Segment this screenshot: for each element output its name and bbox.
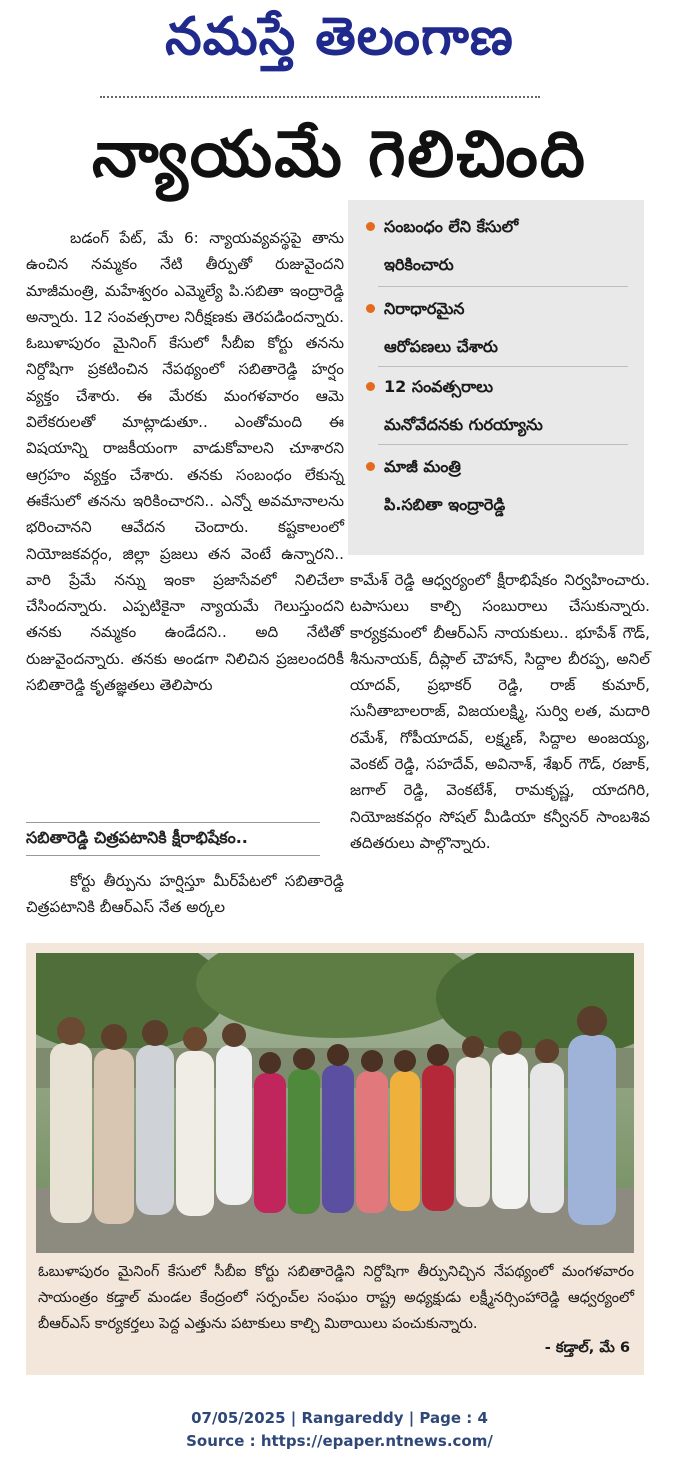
- divider: [378, 366, 628, 367]
- article-body-column-1-continued: కోర్టు తీర్పును హర్షిస్తూ మీర్‌పేటలో సబితారెడ్డి చిత్రపటానికి బీఆర్ఎస్ నేత అర్కల: [26, 872, 344, 917]
- highlight-item: [364, 448, 626, 524]
- highlight-line: 12 సంవత్సరాలు: [384, 377, 494, 396]
- highlights-box: [348, 200, 644, 555]
- photo-caption: ఓబుళాపురం మైనింగ్ కేసులో సీబీఐ కోర్టు సబితారెడ్డిని నిర్దోషిగా తీర్పునిచ్చిన నేపథ్యంలో మంగళవారం సాయంత్రం కడ్తాల్ మండల కేంద్రంలో సర్పంచ్‌ల సంఘం రాష్ట్ర అధ్యక్షుడు లక్ష్మీనర్సింహారెడ్డి ఆధ్వర్యంలో బీఆర్ఎస్ కార్యకర్తలు పెద్ద ఎత్తును పటాకులు కాల్చి మిఠాయిలు పంచుకున్నారు.: [38, 1263, 634, 1332]
- article-body-column-2: కామేశ్ రెడ్డి ఆధ్వర్యంలో క్షీరాభిషేకం నిర్వహించారు. టపాసులు కాల్చి సంబురాలు చేసుకున్నారు. కార్యక్రమంలో బీఆర్ఎస్ నాయకులు.. భూపేశ్ గౌడ్, శీనునాయక్, దీప్లాల్ చౌహాన్, సిద్దాల బీరప్ప, అనిల్ యాదవ్, ప్రభాకర్ రెడ్డి, రాజ్ కుమార్, సునీతాబాలరాజ్, విజయలక్ష్మి, సుర్వి లత, మదారి రమేశ్, గోపీయాదవ్, లక్ష్మణ్, సిద్దాల అంజయ్య, వెంకట్ రెడ్డి, సహదేవ్, అవినాశ్, శేఖర్ గౌడ్, రజాక్, జగాల్ రెడ్డి, వెంకటేశ్, రామకృష్ణ, యాదగిరి, నియోజకవర్గం సోషల్ మీడియా కన్వీనర్ సాంబశివ తదితరులు పాల్గొన్నారు.: [350, 571, 650, 852]
- highlight-line: మనోవేదనకు గురయ్యాను: [384, 415, 543, 434]
- article-subheading: సబితారెడ్డి చిత్రపటానికి క్షీరాభిషేకం..: [26, 822, 320, 856]
- highlight-item: [364, 208, 626, 284]
- bullet-icon: [366, 304, 375, 313]
- divider: [378, 286, 628, 287]
- highlight-item: [364, 368, 626, 444]
- photo-block: [26, 943, 644, 1375]
- bullet-icon: [366, 382, 375, 391]
- footer-date-edition: 07/05/2025 | Rangareddy | Page : 4: [191, 1409, 488, 1427]
- highlight-line: పి.సబితా ఇంద్రారెడ్డి: [384, 495, 506, 514]
- article-headline: న్యాయమే గెలిచింది: [92, 118, 587, 192]
- highlight-line: మాజీ మంత్రి: [384, 457, 461, 476]
- highlight-line: ఆరోపణలు చేశారు: [384, 337, 498, 356]
- highlight-line: ఇరికించారు: [384, 255, 454, 274]
- highlight-line: నిరాధారమైన: [384, 299, 465, 318]
- bullet-icon: [366, 462, 375, 471]
- bullet-icon: [366, 222, 375, 231]
- photo-dateline: - కడ్తాల్, మే 6: [544, 1339, 630, 1356]
- divider: [378, 444, 628, 445]
- newspaper-masthead: నమస్తే తెలంగాణ: [165, 6, 514, 67]
- highlight-item: [364, 290, 626, 366]
- highlight-line: సంబంధం లేని కేసులో: [384, 217, 519, 236]
- cut-separator: [100, 96, 540, 108]
- article-body-column-1: బడంగ్ పేట్, మే 6: న్యాయవ్యవస్థపై తాను ఉంచిన నమ్మకం నేటి తీర్పుతో రుజువైందని మాజీమంత్రి, మహేశ్వరం ఎమ్మెల్యే పి.సబితా ఇంద్రారెడ్డి అన్నారు. 12 సంవత్సరాల నిరీక్షణకు తెరపడిందన్నారు. ఓబుళాపురం మైనింగ్ కేసులో సీబీఐ కోర్టు తనను నిర్దోషిగా ప్రకటించిన నేపథ్యంలో సబితారెడ్డి హర్షం వ్యక్తం చేశారు. ఈ మేరకు మంగళవారం ఆమె విలేకరులతో మాట్లాడుతూ.. ఎంతోమంది ఈ విషయాన్ని రాజకీయంగా వాడుకోవాలని చూశారని ఆగ్రహం వ్యక్తం చేశారు. తనకు సంబంధం లేకున్న ఈకేసులో తనను ఇరికించారని.. ఎన్నో అవమానాలను భరించానని ఆవేదన చెందారు. కష్టకాలంలో నియోజకవర్గం, జిల్లా ప్రజలు తన వెంటే ఉన్నారని.. వారి ప్రేమే నన్ను ఇంకా ప్రజాసేవలో నిలిచేలా చేసిందన్నారు. ఎప్పటికైనా న్యాయమే గెలుస్తుందని తనకు నమ్మకం ఉండేదని.. అది నేటితో రుజువైందన్నారు. తనకు అండగా నిలిచిన ప్రజలందరికీ సబితారెడ్డి కృతజ్ఞతలు తెలిపారు: [26, 229, 344, 695]
- footer-source: Source : https://epaper.ntnews.com/: [186, 1432, 493, 1450]
- celebration-photo: [36, 953, 634, 1253]
